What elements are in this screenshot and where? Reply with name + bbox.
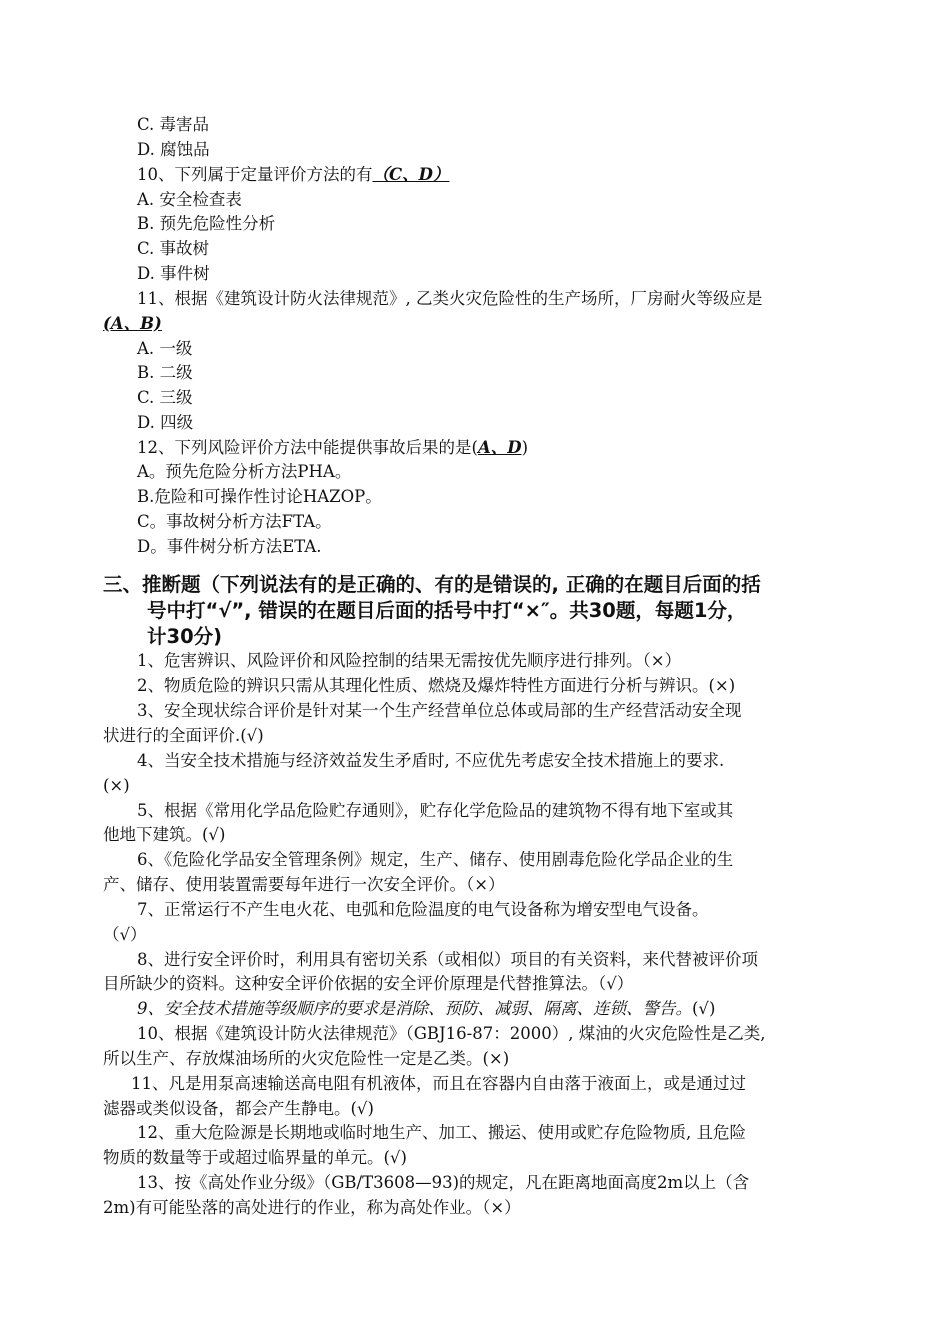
option-text: B. 预先危险性分析 — [137, 214, 276, 233]
question-close: ) — [521, 438, 528, 457]
tf-question-cont: (×) — [103, 776, 130, 795]
tf-question: 1、危害辨识、风险评价和风险控制的结果无需按优先顺序进行排列。（×） — [137, 651, 682, 670]
tf-question-cont: 2m)有可能坠落的高处进行的作业，称为高处作业。（×） — [103, 1198, 521, 1217]
answer-text: (A、B) — [103, 314, 162, 333]
answer-mark: （C、D） — [372, 165, 450, 184]
tf-question-cont: （√） — [103, 925, 147, 944]
tf-question-cont: 物质的数量等于或超过临界量的单元。(√) — [103, 1148, 407, 1167]
option-text: D. 事件树 — [137, 264, 210, 283]
option-text: D. 四级 — [137, 413, 194, 432]
tf-question: 4、当安全技术措施与经济效益发生矛盾时, 不应优先考虑安全技术措施上的要求. — [137, 751, 725, 770]
option-text: B. 二级 — [137, 363, 193, 382]
question-stem: 10、下列属于定量评价方法的有 — [137, 165, 373, 184]
option-text: A. 安全检查表 — [137, 190, 242, 209]
option-text: C. 事故树 — [137, 239, 210, 258]
section-heading: 计30分) — [147, 625, 223, 648]
tf-question: 8、进行安全评价时，利用具有密切关系（或相似）项目的有关资料，来代替被评价项 — [137, 950, 758, 969]
tf-question: 12、重大危险源是长期地或临时地生产、加工、搬运、使用或贮存危险物质, 且危险 — [137, 1123, 746, 1142]
tf-question-cont: 产、储存、使用装置需要每年进行一次安全评价。（×） — [103, 875, 505, 894]
question-stem: 12、下列风险评价方法中能提供事故后果的是( — [137, 438, 478, 457]
option-text: A。预先危险分析方法PHA。 — [137, 462, 352, 481]
tf-question: 13、按《高处作业分级》（GB/T3608—93)的规定，凡在距离地面高度2m以上（含 — [137, 1173, 750, 1192]
tf-question: 5、根据《常用化学品危险贮存通则》，贮存化学危险品的建筑物不得有地下室或其 — [137, 801, 734, 820]
tf-question-cont: 所以生产、存放煤油场所的火灾危险性一定是乙类。(×) — [103, 1049, 510, 1068]
tf-question-cont: 滤器或类似设备，都会产生静电。(√) — [103, 1099, 374, 1118]
question-line — [137, 436, 528, 460]
option-text: A. 一级 — [137, 339, 193, 358]
section-heading: 三、推断题（下列说法有的是正确的、有的是错误的, 正确的在题目后面的括 — [103, 573, 761, 596]
tf-question: 11、凡是用泵高速输送高电阻有机液体，而且在容器内自由落于液面上，或是通过过 — [131, 1074, 746, 1093]
tf-question: 3、安全现状综合评价是针对某一个生产经营单位总体或局部的生产经营活动安全现 — [137, 701, 742, 720]
option-text: D。事件树分析方法ETA. — [137, 537, 322, 556]
question-line — [137, 163, 449, 187]
question-stem: 11、根据《建筑设计防火法律规范》, 乙类火灾危险性的生产场所，厂房耐火等级应是 — [137, 289, 763, 308]
option-text: D. 腐蚀品 — [137, 140, 210, 159]
tf-question-cont: 目所缺少的资料。这种安全评价依据的安全评价原理是代替推算法。（√） — [103, 974, 634, 993]
tf-answer: (√) — [692, 999, 716, 1018]
tf-question-text: 9、安全技术措施等级顺序的要求是消除、预防、减弱、隔离、连锁、警告。 — [137, 999, 692, 1018]
tf-question-cont: 他地下建筑。(√) — [103, 825, 226, 844]
answer-mark: A、D — [477, 438, 522, 457]
option-text: C. 三级 — [137, 388, 193, 407]
answer-mark — [103, 312, 162, 336]
tf-question: 6、《危险化学品安全管理条例》规定，生产、储存、使用剧毒危险化学品企业的生 — [137, 850, 734, 869]
tf-question: 2、物质危险的辨识只需从其理化性质、燃烧及爆炸特性方面进行分析与辨识。(×) — [137, 676, 736, 695]
option-text: C. 毒害品 — [137, 115, 210, 134]
option-text: B.危险和可操作性讨论HAZOP。 — [137, 487, 382, 506]
tf-question — [137, 997, 715, 1021]
tf-question: 7、正常运行不产生电火花、电弧和危险温度的电气设备称为增安型电气设备。 — [137, 900, 709, 919]
tf-question: 10、根据《建筑设计防火法律规范》（GBJ16-87：2000）, 煤油的火灾危险性是乙类, — [137, 1024, 766, 1043]
option-text: C。事故树分析方法FTA。 — [137, 512, 332, 531]
tf-question-cont: 状进行的全面评价.(√) — [103, 726, 264, 745]
section-heading: 号中打“√”, 错误的在题目后面的括号中打“×″。共30题，每题1分， — [147, 599, 747, 622]
